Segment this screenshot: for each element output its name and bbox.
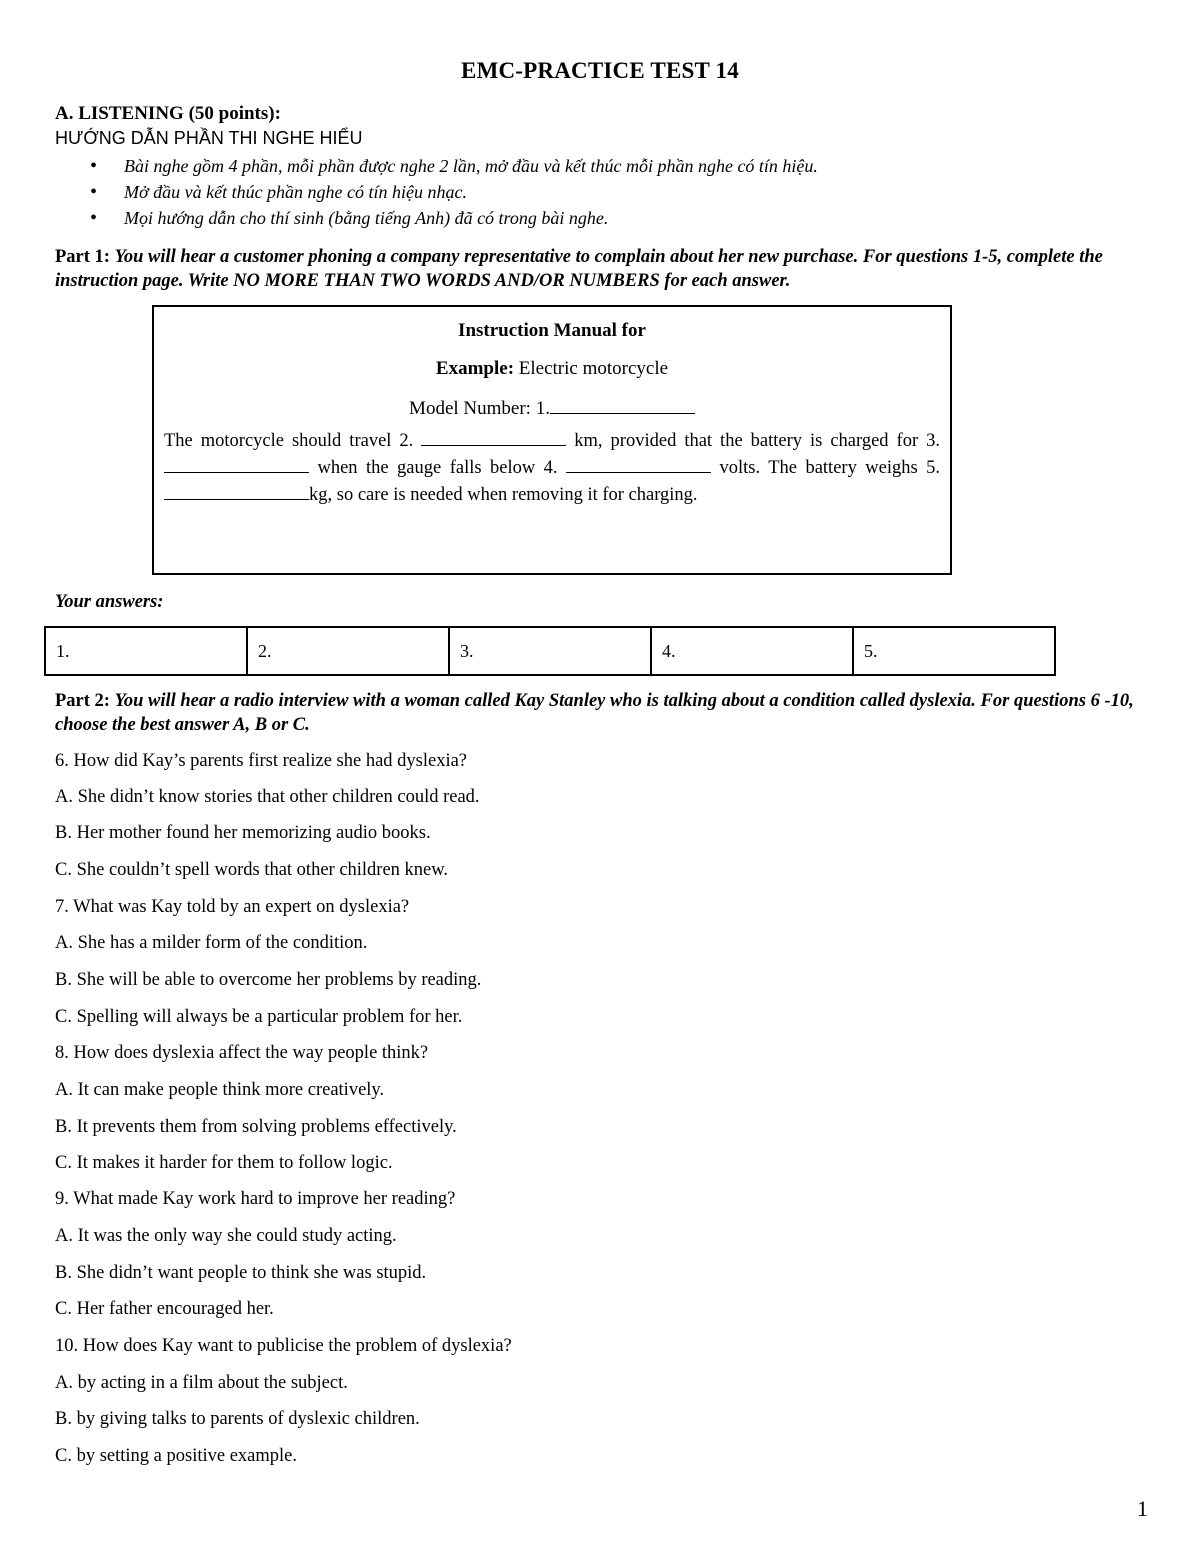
part1-text: You will hear a customer phoning a company representative to complain about her new purchase. For questions 1-5, complete the instruction page. Write NO MORE THAN TWO WORDS AND/OR NUMBERS for each answer. [55,247,1103,291]
page-number: 1 [1137,1496,1148,1521]
question-line: A. She has a milder form of the condition. [55,933,368,953]
instruction-manual-box [152,305,952,575]
question-line: 6. How did Kay’s parents first realize she had dyslexia? [55,751,468,771]
part1-instructions [55,245,1155,293]
question-line: 7. What was Kay told by an expert on dyslexia? [55,897,410,917]
question-line: C. Spelling will always be a particular problem for her. [55,1007,463,1027]
guide-bullets [90,153,818,231]
box-text: The motorcycle should travel 2. [164,431,414,451]
question-line: 9. What made Kay work hard to improve her reading? [55,1189,456,1209]
box-example [154,358,950,380]
section-a-heading: A. LISTENING (50 points): [55,103,281,124]
answer-cell-1[interactable]: 1. [45,627,247,675]
guide-bullet: • Mọi hướng dẫn cho thí sinh (bằng tiếng Anh) đã có trong bài nghe. [90,205,818,231]
answer-cell-4[interactable]: 4. [651,627,853,675]
guide-bullet: • Bài nghe gồm 4 phần, mỗi phần được nghe 2 lần, mở đầu và kết thúc mỗi phần nghe có tín hiệu. [90,153,818,179]
answer-blank-4[interactable] [566,454,711,473]
answer-blank-5[interactable] [164,481,309,500]
question-line: 10. How does Kay want to publicise the problem of dyslexia? [55,1336,512,1356]
answer-cell-5[interactable]: 5. [853,627,1055,675]
question-line: C. Her father encouraged her. [55,1299,274,1319]
guide-heading: HƯỚNG DẪN PHẦN THI NGHE HIỂU [55,128,363,148]
box-paragraph [164,427,940,508]
box-text: kg, so care is needed when removing it for charging. [309,485,698,505]
answer-blank-3[interactable] [164,454,309,473]
question-line: B. It prevents them from solving problems effectively. [55,1117,457,1137]
page-title: EMC-PRACTICE TEST 14 [461,58,739,83]
box-heading: Instruction Manual for [458,320,646,341]
answer-blank-1[interactable] [550,395,695,414]
question-line: A. by acting in a film about the subject. [55,1373,348,1393]
question-line: B. by giving talks to parents of dyslexic children. [55,1409,420,1429]
part2-text: You will hear a radio interview with a woman called Kay Stanley who is talking about a condition called dyslexia. For questions 6 -10, choose the best answer A, B or C. [55,691,1134,735]
box-text: when the gauge falls below 4. [317,458,558,478]
guide-bullet: • Mở đầu và kết thúc phần nghe có tín hiệu nhạc. [90,179,818,205]
question-line: B. She didn’t want people to think she was stupid. [55,1263,427,1283]
box-text: volts. The battery weighs 5. [719,458,941,478]
answer-blank-2[interactable] [421,427,566,446]
part1-label: Part 1: [55,247,110,267]
part2-instructions [55,689,1155,737]
question-line: 8. How does dyslexia affect the way people think? [55,1043,429,1063]
answer-cell-2[interactable]: 2. [247,627,449,675]
question-line: B. She will be able to overcome her problems by reading. [55,970,482,990]
box-text: km, provided that the battery is charged for 3. [574,431,940,451]
question-line: A. It can make people think more creatively. [55,1080,385,1100]
model-number-line [154,395,950,420]
question-line: C. by setting a positive example. [55,1446,297,1466]
question-line: A. She didn’t know stories that other children could read. [55,787,480,807]
answer-table [44,626,1056,676]
question-line: C. It makes it harder for them to follow logic. [55,1153,393,1173]
example-value: Electric motorcycle [518,358,669,379]
answers-label: Your answers: [55,592,164,612]
answer-cell-3[interactable]: 3. [449,627,651,675]
example-label: Example: [435,358,515,379]
question-line: C. She couldn’t spell words that other children knew. [55,860,449,880]
model-number-label: Model Number: 1. [409,398,550,419]
question-line: A. It was the only way she could study acting. [55,1226,397,1246]
part2-label: Part 2: [55,691,110,711]
question-line: B. Her mother found her memorizing audio books. [55,823,431,843]
